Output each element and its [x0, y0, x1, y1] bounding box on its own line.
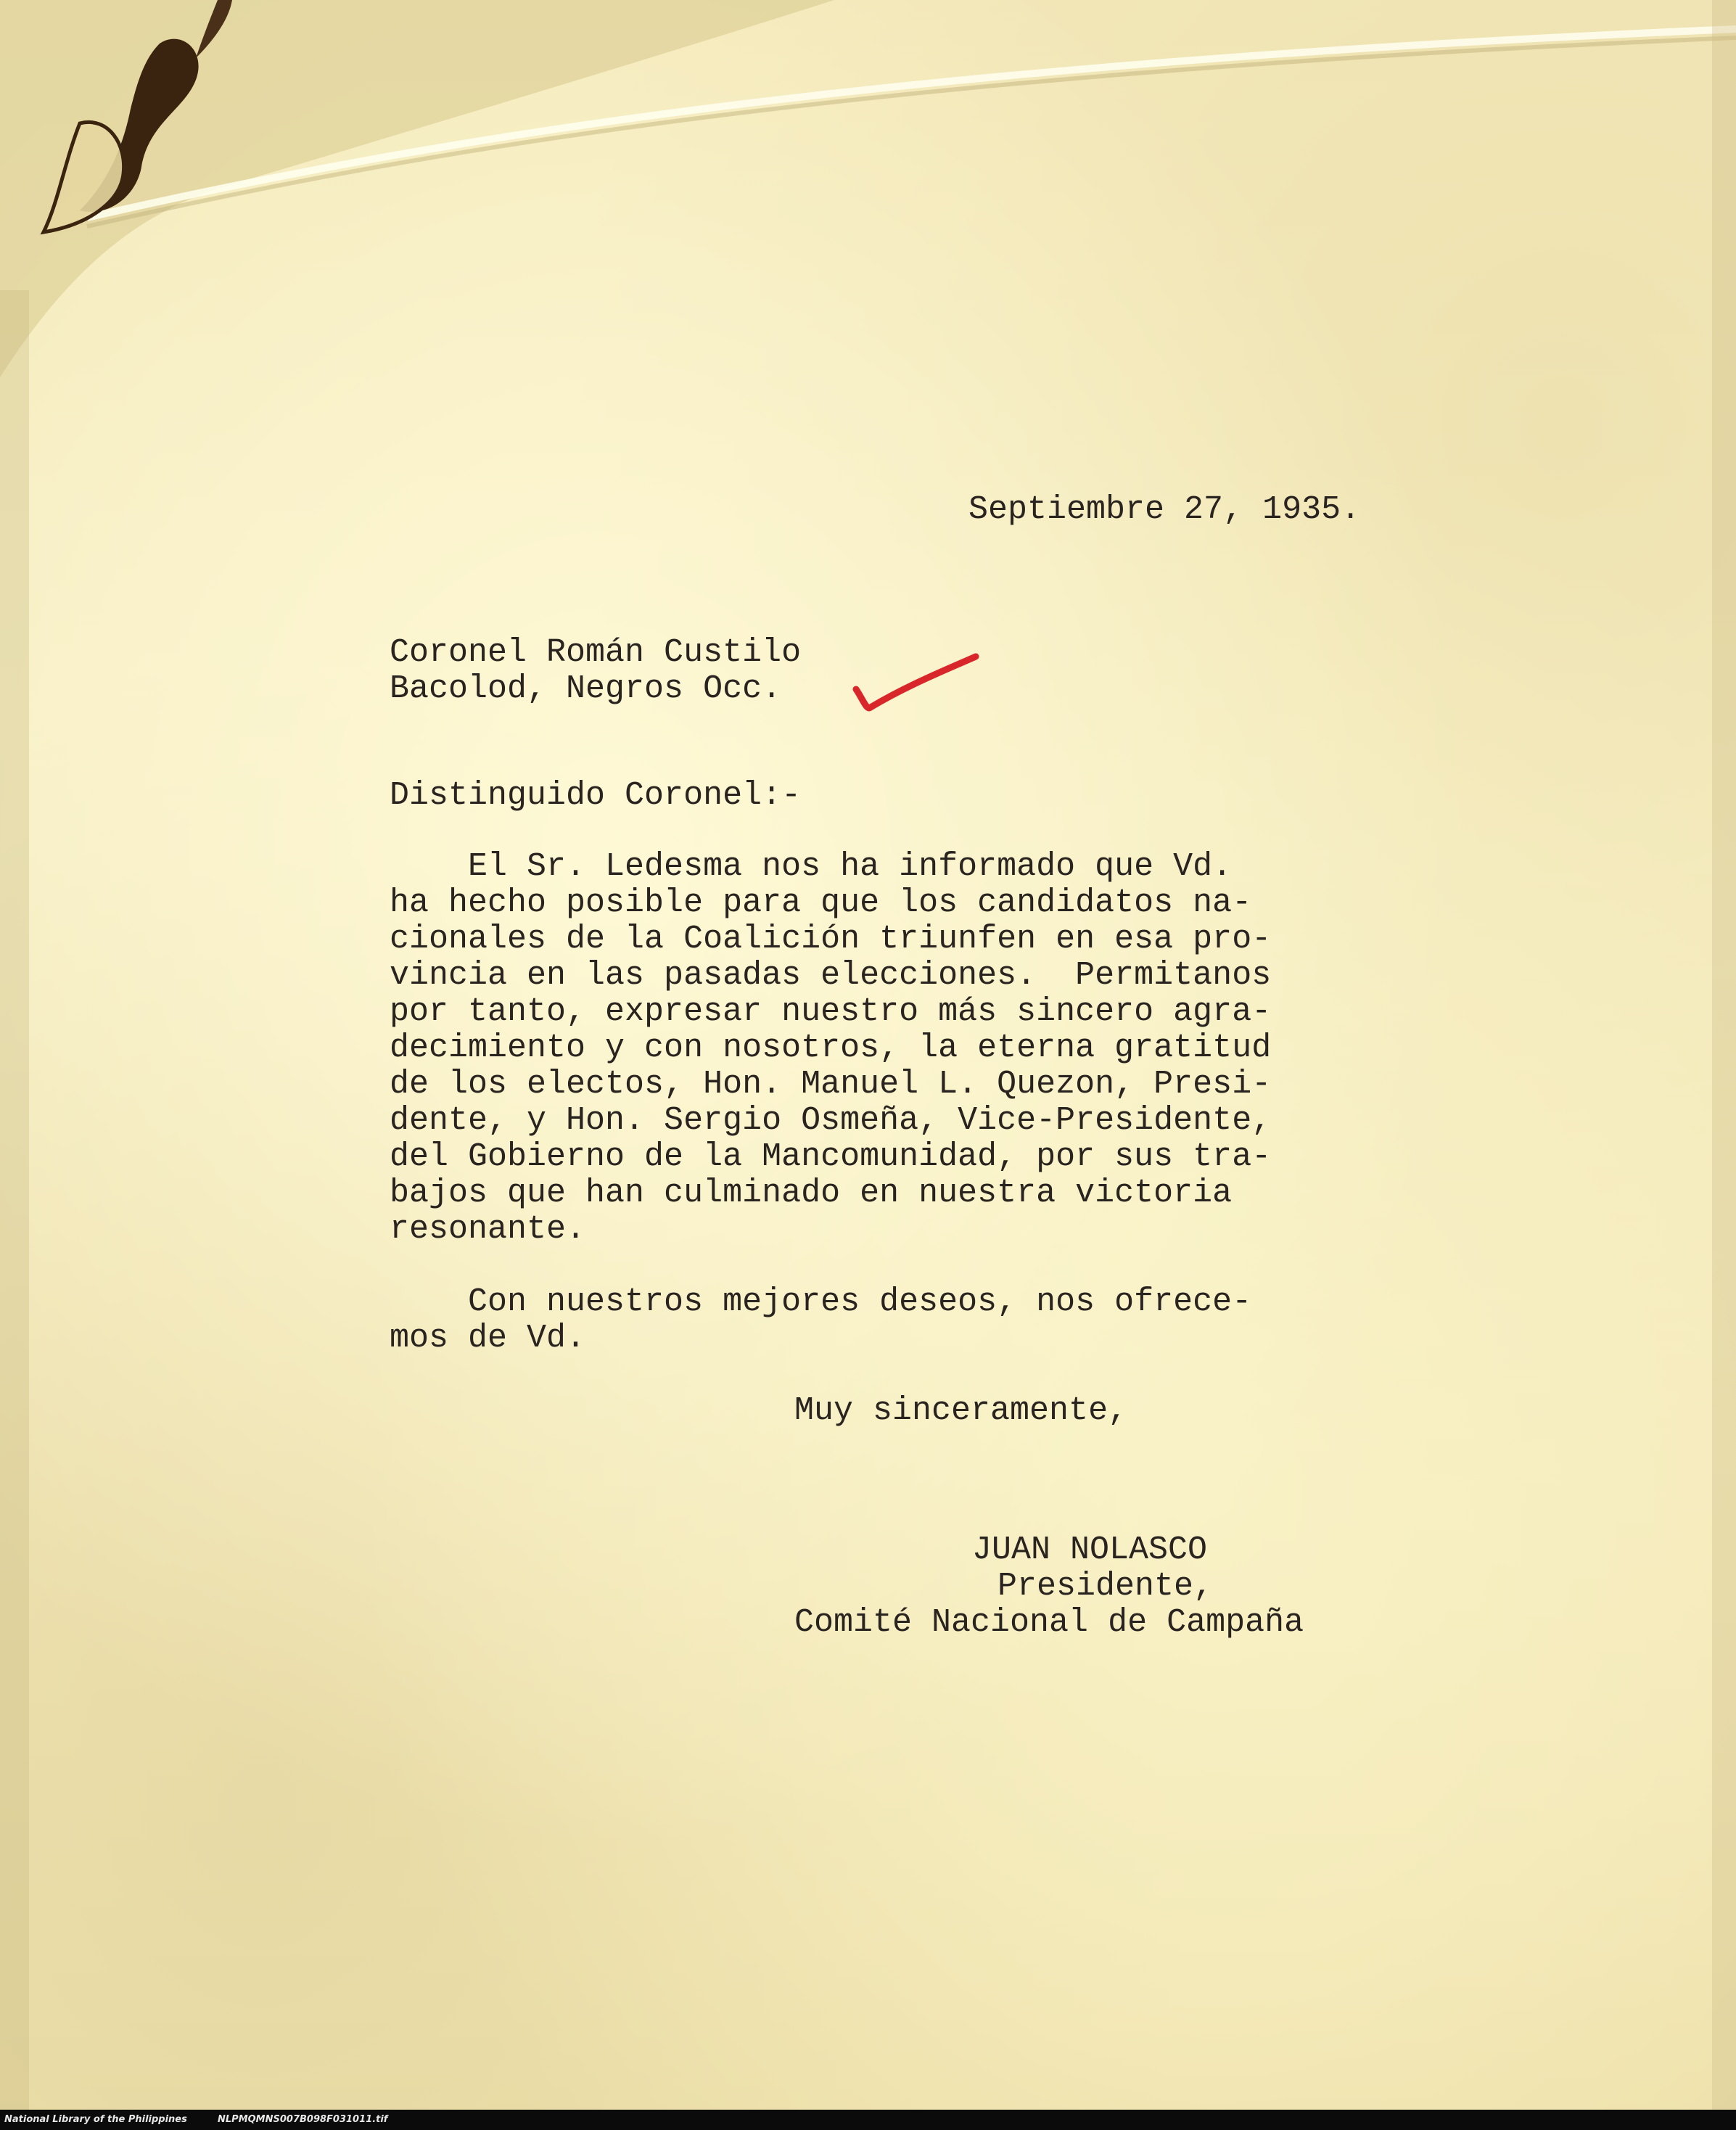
- paragraph1-line: bajos que han culminado en nuestra victoria: [390, 1175, 1233, 1212]
- salutation: Distinguido Coronel:-: [390, 777, 802, 814]
- closing: Muy sinceramente,: [794, 1392, 1128, 1429]
- footer-filename: NLPMQMNS007B098F031011.tif: [218, 2114, 388, 2125]
- archive-footer: [0, 2110, 1736, 2130]
- paragraph2-line: Con nuestros mejores deseos, nos ofrece-: [390, 1283, 1252, 1320]
- paragraph1-line: resonante.: [390, 1211, 586, 1248]
- recipient-name: Coronel Román Custilo: [390, 634, 802, 671]
- paragraph1-line: cionales de la Coalición triunfen en esa pro-: [390, 921, 1272, 958]
- paragraph1-line: por tanto, expresar nuestro más sincero agra-: [390, 993, 1272, 1030]
- paragraph1-line: del Gobierno de la Mancomunidad, por sus tra-: [390, 1138, 1272, 1175]
- signature-title: Presidente,: [997, 1568, 1214, 1605]
- paragraph1-line: decimiento y con nosotros, la eterna gratitud: [390, 1029, 1272, 1066]
- paragraph1-line: vincia en las pasadas elecciones. Permitanos: [390, 957, 1272, 994]
- footer-institution: National Library of the Philippines: [4, 2114, 187, 2125]
- letter-date: Septiembre 27, 1935.: [968, 491, 1361, 528]
- signature-organization: Comité Nacional de Campaña: [794, 1604, 1304, 1641]
- signature-name: JUAN NOLASCO: [972, 1531, 1208, 1568]
- paragraph1-line: ha hecho posible para que los candidatos na-: [390, 884, 1252, 921]
- recipient-address: Bacolod, Negros Occ.: [390, 670, 782, 707]
- paragraph1-line: El Sr. Ledesma nos ha informado que Vd.: [390, 848, 1233, 885]
- paragraph2-line: mos de Vd.: [390, 1320, 586, 1357]
- paragraph1-line: dente, y Hon. Sergio Osmeña, Vice-Presidente,: [390, 1102, 1272, 1139]
- paragraph1-line: de los electos, Hon. Manuel L. Quezon, Presi-: [390, 1066, 1272, 1103]
